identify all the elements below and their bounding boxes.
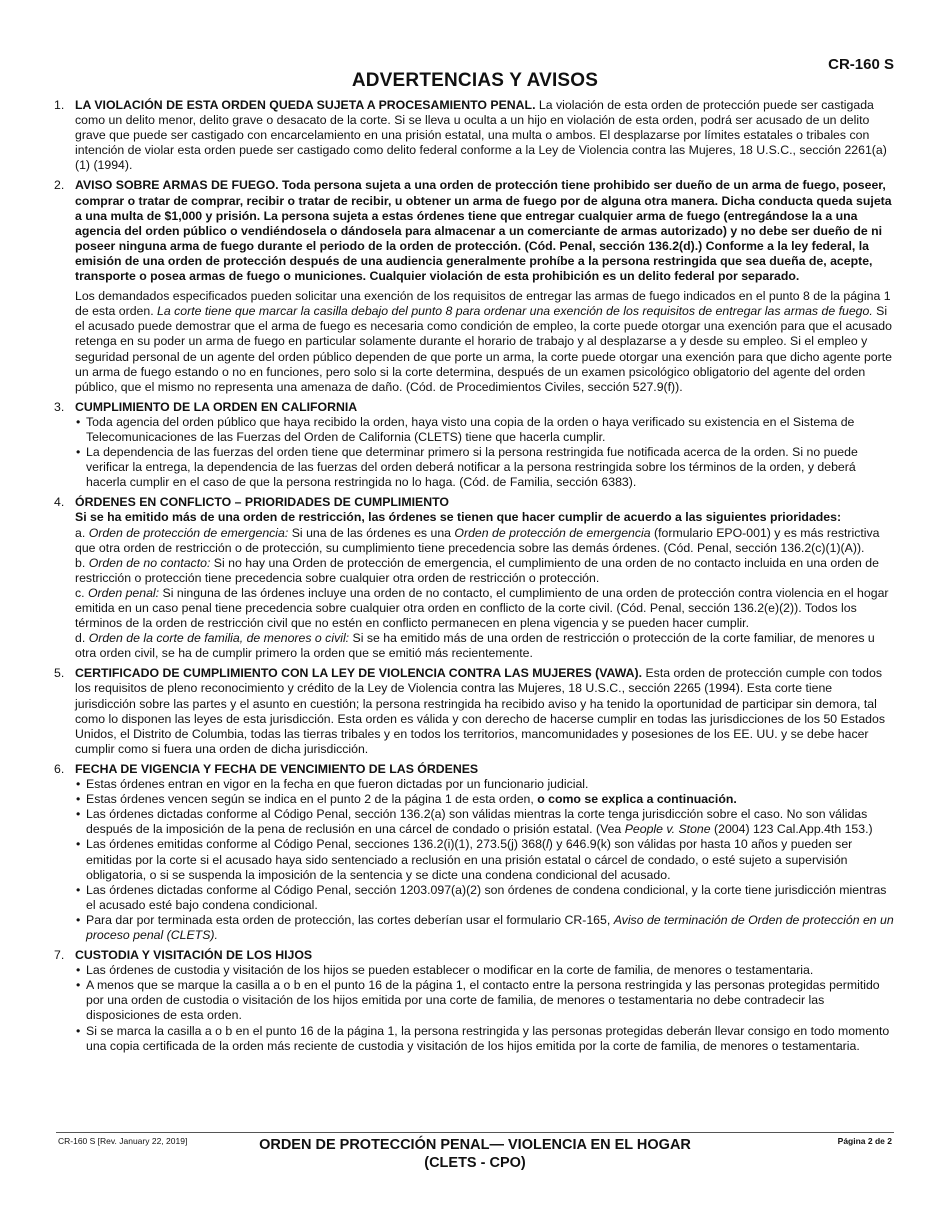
section-2 <box>54 178 894 394</box>
priority-a: a. Orden de protección de emergencia: Si una de las órdenes es una Orden de protección de emergencia (formulario EPO-001) y es más restrictiva que otra orden de restricción o de protección, su cumplimiento tiene precedencia sobre las demás órdenes. (Cód. Penal, sección 136.2(c)(1)(A)). <box>75 525 880 555</box>
list-item: • La dependencia de las fuerzas del orden tiene que determinar primero si la persona restringida fue notificada acerca de la orden. Si no puede verificar la entrega, la dependencia de las fuerzas del orden deberá notificar a la persona restringida sobre los términos de la orden, y deberá hacerla cumplir en el caso de que la persona restringida no lo haga. (Cód. de Familia, sección 6383). <box>75 445 894 490</box>
section-number: 3. <box>54 399 65 414</box>
list-item: • Las órdenes emitidas conforme al Código Penal, secciones 136.2(i)(1), 273.5(j) 368(l) y 646.9(k) son válidas por hasta 10 años y pueden ser emitidas por la corte si el acusado haya sido sentenciado a reclusión en una prisión estatal o cárcel de condado, o esté sujeto a supervisión obligatoria, o si se suspenda la imposición de la sentencia y se dicte una condena condicional del acusado. <box>75 837 894 882</box>
bullet-list <box>75 777 894 943</box>
section-number: 1. <box>54 98 65 112</box>
page-title: ADVERTENCIAS Y AVISOS <box>351 70 599 91</box>
list-item: • Estas órdenes vencen según se indica en el punto 2 de la página 1 de esta orden, o como se explica a continuación. <box>75 792 894 807</box>
section-7 <box>54 948 894 1054</box>
page-number: Página 2 de 2 <box>837 1136 892 1146</box>
section-1 <box>54 98 894 173</box>
section-number: 7. <box>54 948 65 963</box>
section-heading: AVISO SOBRE ARMAS DE FUEGO. Toda persona sujeta a una orden de protección tiene prohibido ser dueño de un arma de fuego, poseer, comprar o tratar de comprar, recibir o tratar de recibir, u obtener un arma de fuego por de alguna otra manera. Dicha conducta queda sujeta a una multa de $1,000 y prisión. La persona sujeta a estas órdenes tiene que entregar cualquier arma de fuego (entregándose la a una agencia del orden público o vendiéndosela o dándosela para almacenar a un comerciante de armas autorizado) y no debe ser dueño de ni poseer ninguna arma de fuego durante el periodo de la orden de protección. (Cód. Penal, sección 136.2(d).) Conforme a la ley federal, la emisión de una orden de protección después de una audiencia generalmente prohíbe a la persona restringida que sea dueña de, acepte, transporte o posea armas de fuego o municiones. Cualquier violación de esta prohibición es un delito federal por separado. <box>75 178 892 284</box>
section-subheading: Si se ha emitido más de una orden de restricción, las órdenes se tienen que hacer cumplir de acuerdo a las siguientes prioridades: <box>75 510 842 525</box>
section-2-paragraph: Los demandados especificados pueden solicitar una exención de los requisitos de entregar las armas de fuego indicados en el punto 8 de la página 1 de esta orden. La corte tiene que marcar la casilla debajo del punto 8 para ordenar una exención de los requisitos de entregar las armas de fuego. Si el acusado puede demostrar que el arma de fuego es necesaria como condición de empleo, la corte puede otorgar una exención para que el acusado retenga en su poder un arma de fuego en particular solamente durante el horario de trabajo y al desplazarse a y desde su empleo. Si el empleo y seguridad personal de un agente del orden público dependen de que porte un arma, la corte puede otorgar una exención para que dicho agente porte un arma de fuego estando o no en funciones, pero solo si la corte determina, después de un examen psicológico obligatorio del agente del orden público, que el mismo no representa una amenaza de daño. (Cód. de Procedimientos Civiles, sección 527.9(f)). <box>75 289 892 394</box>
footer-title-line-1: ORDEN DE PROTECCIÓN PENAL— VIOLENCIA EN EL HOGAR <box>259 1137 691 1153</box>
section-number: 5. <box>54 666 65 681</box>
priority-d: d. Orden de la corte de familia, de menores o civil: Si se ha emitido más de una orden de restricción o protección de la corte familiar, de menores u otra orden civil, se ha de cumplir primero la orden que se emitió más recientemente. <box>75 631 875 661</box>
section-heading: LA VIOLACIÓN DE ESTA ORDEN QUEDA SUJETA A PROCESAMIENTO PENAL. <box>75 98 536 112</box>
list-item: • A menos que se marque la casilla a o b en el punto 16 de la página 1, el contacto entre la persona restringida y las personas protegidas permitido por una orden de custodia o visitación de los hijos emitida por una corte de familia, de menores o testamentaria no debe contradecir las disposiciones de esta orden. <box>75 978 894 1023</box>
list-item: • Para dar por terminada esta orden de protección, las cortes deberían usar el formulario CR-165, Aviso de terminación de Orden de protección en un proceso penal (CLETS). <box>75 913 894 943</box>
section-heading: ÓRDENES EN CONFLICTO – PRIORIDADES DE CUMPLIMIENTO <box>75 495 449 510</box>
document-body <box>54 98 894 1059</box>
list-item: • Toda agencia del orden público que haya recibido la orden, haya visto una copia de la orden o haya verificado su existencia en el Sistema de Telecomunicaciones de las Fuerzas del Orden de California (CLETS) tiene que hacerla cumplir. <box>75 415 894 445</box>
footer-title <box>0 1136 950 1172</box>
footer-divider <box>56 1132 894 1133</box>
form-revision: CR-160 S [Rev. January 22, 2019] <box>58 1136 188 1146</box>
priority-c: c. Orden penal: Si ninguna de las órdenes incluye una orden de no contacto, el cumplimiento de una orden de protección contra violencia en el hogar emitida en un caso penal tiene precedencia sobre cualquier otra orden en conflicto de la corte civil. (Cód. Penal, sección 136.2(e)(2)). Todos los términos de la orden de restricción civil que no estén en conflicto permanecen en plena vigencia y se pueden hacer cumplir. <box>75 585 889 631</box>
list-item: • Si se marca la casilla a o b en el punto 16 de la página 1, la persona restringida y las personas protegidas deberán llevar consigo en todo momento una copia certificada de la orden más reciente de custodia y visitación de los hijos emitida por la corte de familia, de menores o testamentaria. <box>75 1024 894 1054</box>
footer-title-line-2: (CLETS - CPO) <box>424 1155 526 1171</box>
form-code: CR-160 S <box>828 56 894 73</box>
section-number: 4. <box>54 495 65 510</box>
section-4 <box>54 495 894 661</box>
section-3 <box>54 400 894 491</box>
priority-b: b. Orden de no contacto: Si no hay una Orden de protección de emergencia, el cumplimiento de una orden de no contacto incluida en una orden de restricción o protección tiene precedencia sobre cualquier otra orden de restricción o protección. <box>75 555 879 585</box>
list-item: • Las órdenes dictadas conforme al Código Penal, sección 136.2(a) son válidas mientras la corte tenga jurisdicción sobre el caso. No son válidas después de la imposición de la pena de reclusión en una cárcel de condado o prisión estatal. (Vea People v. Stone (2004) 123 Cal.App.4th 153.) <box>75 807 894 837</box>
section-heading: CUSTODIA Y VISITACIÓN DE LOS HIJOS <box>75 948 313 963</box>
section-heading: CUMPLIMIENTO DE LA ORDEN EN CALIFORNIA <box>75 399 358 414</box>
bullet-list <box>75 963 894 1054</box>
section-6 <box>54 762 894 943</box>
section-number: 6. <box>54 761 65 776</box>
section-heading: CERTIFICADO DE CUMPLIMIENTO CON LA LEY DE VIOLENCIA CONTRA LAS MUJERES (VAWA). <box>75 666 643 681</box>
section-number: 2. <box>54 178 65 193</box>
list-item: • Las órdenes dictadas conforme al Código Penal, sección 1203.097(a)(2) son órdenes de condena condicional, y la corte tiene jurisdicción mientras el acusado esté bajo condena condicional. <box>75 883 894 913</box>
section-5-text: CERTIFICADO DE CUMPLIMIENTO CON LA LEY DE VIOLENCIA CONTRA LAS MUJERES (VAWA). Esta orden de protección cumple con todos los requisitos de pleno reconocimiento y crédito de la Ley de Violencia contra las Mujeres, 18 U.S.C., sección 2265 (1994). Esta corte tiene jurisdicción sobre las partes y el asunto en cuestión; la persona restringida ha recibido aviso y ha tenido la oportunidad de participar sin demora, tal como lo disponen las leyes de esta jurisdicción. Esta orden es válida y con derecho de hacerse cumplir en todas las jurisdicciones de los 50 Estados Unidos, el Distrito de Columbia, todas las tierras tribales y en todos los territorios, mancomunidades y posesiones de los EE. UU. y se debe hacer cumplir como si fuera una orden de dicha jurisdicción. <box>75 666 885 756</box>
section-1-text: LA VIOLACIÓN DE ESTA ORDEN QUEDA SUJETA A PROCESAMIENTO PENAL. La violación de esta orden de protección puede ser castigada como un delito menor, delito grave o desacato de la corte. Si se lleva u oculta a un hijo en violación de esta orden, podrá ser acusado de un delito grave que puede ser castigado con encarcelamiento en una prisión estatal, una multa o ambos. El desplazarse por límites estatales o tribales con intención de violar esta orden puede ser castigado como delito federal conforme a la Ley de Violencia contra las Mujeres, 18 U.S.C., sección 2261(a)(1) (1994). <box>75 98 887 173</box>
section-heading: FECHA DE VIGENCIA Y FECHA DE VENCIMIENTO DE LAS ÓRDENES <box>75 761 479 776</box>
list-item: • Estas órdenes entran en vigor en la fecha en que fueron dictadas por un funcionario judicial. <box>75 777 894 792</box>
list-item: • Las órdenes de custodia y visitación de los hijos se pueden establecer o modificar en la corte de familia, de menores o testamentaria. <box>75 963 894 978</box>
section-5 <box>54 666 894 757</box>
bullet-list <box>75 415 894 490</box>
